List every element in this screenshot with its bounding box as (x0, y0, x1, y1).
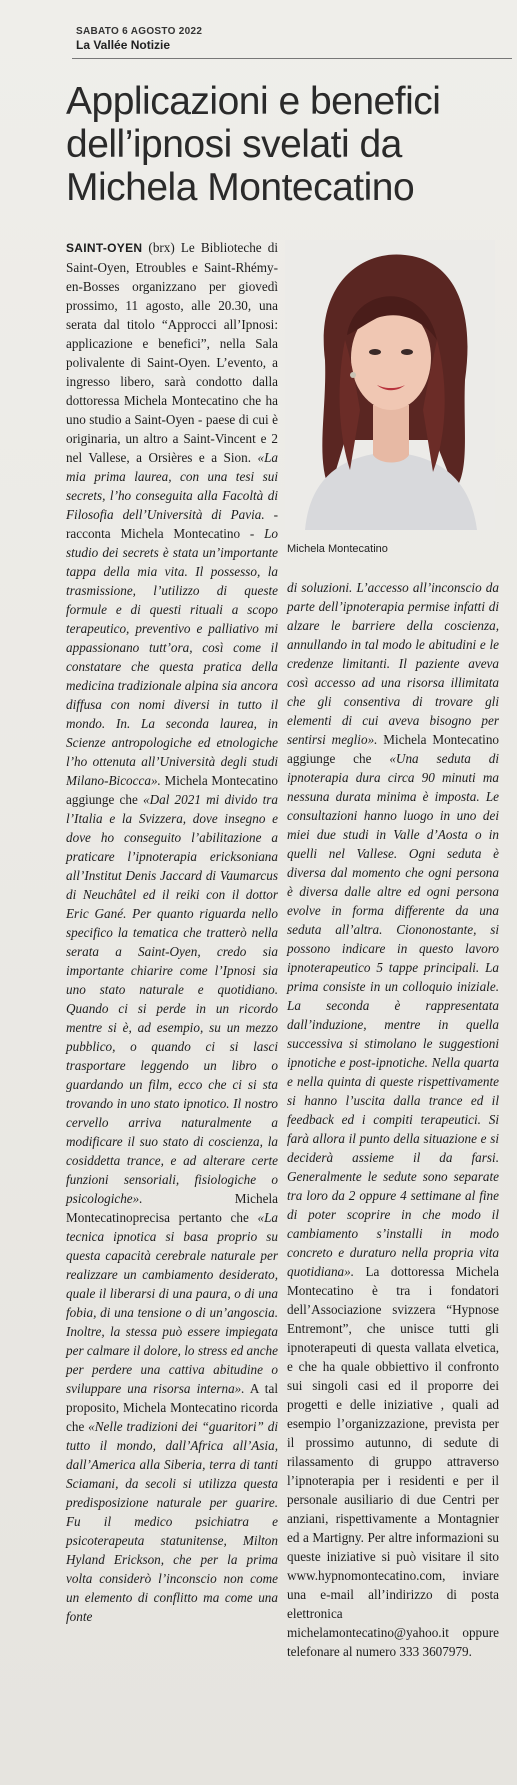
portrait-illustration (285, 240, 495, 530)
quote-text: «La tecnica ipnotica si basa proprio su questa capacità cerebrale naturale per realizzare un cambiamento desiderato, quale il liberarsi di una paura, o di una fobia, di una tensione o di un’angoscia. Inoltre, la stessa può essere impiegata per calmare il dolore, lo stress ed anche per perdere una cattiva abitudine o sviluppare una risorsa interna». (66, 1210, 278, 1396)
photo-caption: Michela Montecatino (287, 543, 388, 555)
paragraph (287, 578, 499, 1661)
masthead-divider (72, 58, 512, 59)
masthead (76, 26, 436, 52)
quote-text: «La mia prima laurea, con una tesi sui secrets, l’ho conseguita alla Facoltà di Filosofia dell’Università di Pavia. (66, 450, 278, 522)
quote-text: Lo studio dei secrets è stata un’importante tappa della mia vita. Il possesso, la trasmissione, l’utilizzo di queste formule e di questi rituali a scopo terapeutico, preventivo e palliativo mi appassionano tutt’ora, così come il constatare che questa pratica della medicina tradizionale alpina sia ancora diffusa con nomi diversi in tutto il mondo. In. La seconda laurea, in Scienze antropologiche ed etnologiche l’ho ottenuta all’Università degli studi Milano-Bicocca». (66, 526, 278, 788)
body-text: Michela Montecatinoprecisa pertanto che (66, 1191, 278, 1225)
body-text: - racconta Michela Montecatino - (66, 507, 278, 541)
quote-text: «Dal 2021 mi divido tra l’Italia e la Svizzera, dove insegno e dove ho conseguito l’abilitazione a praticare l’ipnoterapia ericksoniana all’Institut Denis Jaccard di Vaumarcus di Neuchâtel ed il reiki con il dottor Eric Gané. Per quanto riguarda nello specifico la tematica che tratterò nella serata a Saint-Oyen, credo sia importante chiarire come l’Ipnosi sia uno stato naturale e quotidiano. Quando ci si perde in un ricordo mentre si è, ad esempio, su un mezzo pubblico, o quando ci si lasci trasportare leggendo un libro o guardando un film, ecco che ci si sta trovando in uno stato ipnotico. Il nostro cervello arriva naturalmente a modificare il suo stato di coscienza, la cosiddetta trance, e ad alterare certe funzioni sensoriali, fisiologiche o psicologiche». (66, 792, 278, 1206)
portrait-photo (285, 240, 495, 530)
body-text: A tal proposito, Michela Montecatino ricorda che (66, 1381, 278, 1434)
body-text: Michela Montecatino aggiunge che (287, 732, 500, 766)
body-text: Michela Montecatino aggiunge che (66, 773, 278, 807)
article-headline: Applicazioni e benefici dell’ipnosi svelati da Michela Montecatino (66, 80, 441, 209)
dateline: SAINT-OYEN (66, 241, 143, 255)
body-text: (brx) Le Biblioteche di Saint-Oyen, Etroubles e Saint-Rhémy-en-Bosses organizzano per giovedì prossimo, 11 agosto, alle 20.30, una serata dal titolo “Approcci all’Ipnosi: applicazione e benefici”, nella Sala polivalente di Saint-Oyen. L’evento, a ingresso libero, sarà condotto dalla dottoressa Michela Montecatino che ha uno studio a Saint-Oyen - paese di cui è originaria, un altro a Saint-Vincent e 2 nel Vallese, a Orsières e a Sion. (66, 240, 278, 465)
quote-text: di soluzioni. L’accesso all’inconscio da parte dell’ipnoterapia permise infatti di alzare le barriere della coscienza, annullando in tal modo le abitudini e le credenze limitanti. Il paziente aveva così accesso ad una risorsa illimitata che gli consentiva di trovare gli elementi di cui aveva bisogno per sentirsi meglio». (287, 580, 499, 747)
article-column-1 (66, 238, 278, 1626)
body-text: La dottoressa Michela Montecatino è tra i fondatori dell’Associazione svizzera “Hypnose Entremont”, che unisce tutti gli ipnoterapeuti di questa vallata elvetica, e che ha quale obbiettivo il confronto sui singoli casi ed il proporre dei progetti e delle iniziative , quali ad esempio l’organizzazione, prevista per il prossimo autunno, di sedute di rilassamento di gruppo attraverso l’ipnoterapia per i residenti e per il personale ausiliario di due Centri per anziani, rispettivamente a Montagnier ed a Martigny. Per altre informazioni su queste iniziative si può visitare il sito www.hypnomontecatino.com, inviare una e-mail all’indirizzo di posta elettronica michelamontecatino@yahoo.it oppure telefonare al numero 333 3607979. (287, 1264, 499, 1659)
newspaper-name: La Vallée Notizie (76, 38, 171, 52)
paragraph (66, 238, 278, 1626)
issue-date: SABATO 6 AGOSTO 2022 (76, 26, 203, 37)
quote-text: «Nelle tradizioni dei “guaritori” di tutto il mondo, dall’Africa all’Asia, dall’America alla Siberia, terra di tanti Sciamani, da secoli si utilizza questa predisposizione naturale per guarire. Fu il medico psichiatra e psicoterapeuta statunitense, Milton Hyland Erickson, che per la prima volta considerò l’inconscio non come un elemento di conflitto ma come una fonte (66, 1419, 278, 1624)
article-column-2 (287, 578, 499, 1661)
quote-text: «Una seduta di ipnoterapia dura circa 90 minuti ma nessuna durata minima è imposta. Le consultazioni hanno luogo in uno dei miei due studi in Valle d’Aosta o in quelli nel Vallese. Ogni seduta è diversa dal momento che ogni persona è diversa dalle altre ed ogni persona evolve in forma differente da una seduta all’altra. Ciononostante, si possono indicare in questo lavoro ipnoterapeutico 5 tappe principali. La prima consiste in un colloquio iniziale. La seconda è rappresentata dall’induzione, mentre in quella successiva si stimolano le suggestioni ipnotiche e post-ipnotiche. Nella quarta e nella quinta di queste rispettivamente si hanno l’uscita dalla trance ed il feedback ed i compiti terapeutici. Si farà allora il punto della situazione e si deciderà assieme il da farsi. Generalmente le sedute sono separate tra loro da 2 oppure 4 settimane al fine di poter scoprire in che modo il cambiamento s’installi in modo concreto e duraturo nella propria vita quotidiana». (287, 751, 500, 1279)
